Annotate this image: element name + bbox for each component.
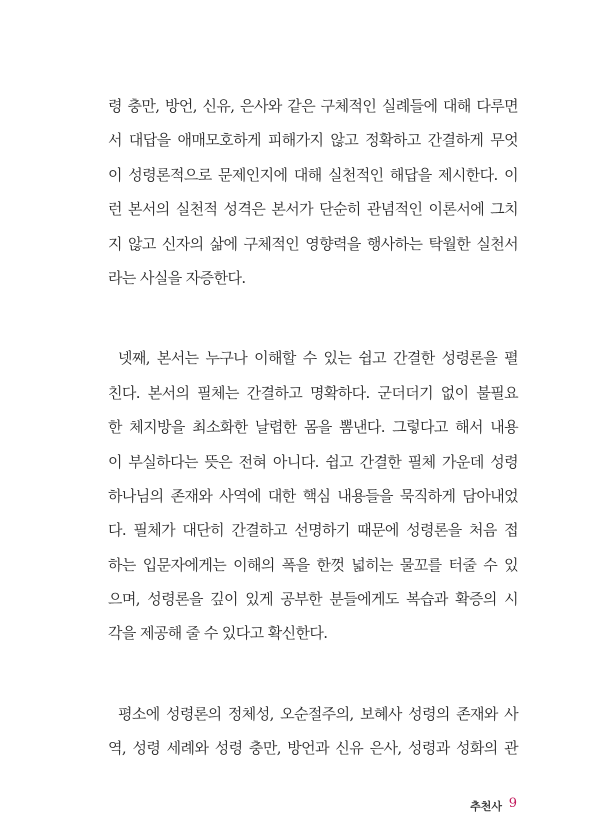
text-line: 지 않고 신자의 삶에 구체적인 영향력을 행사하는 탁월한 실천서 — [108, 234, 518, 253]
text-line: 이 성령론적으로 문제인지에 대해 실천적인 해답을 제시한다. 이 — [108, 165, 518, 184]
page-footer — [0, 796, 605, 816]
text-line: 평소에 성령론의 정체성, 오순절주의, 보혜사 성령의 존재와 사 — [118, 704, 518, 723]
text-line: 서 대답을 애매모호하게 피해가지 않고 정확하고 간결하게 무엇 — [108, 131, 518, 150]
text-line: 다. 필체가 대단히 간결하고 선명하기 때문에 성령론을 처음 접 — [108, 521, 518, 540]
running-footer-title: 추천사 — [470, 800, 502, 813]
text-line: 각을 제공해 줄 수 있다고 확신한다. — [108, 624, 328, 643]
text-line: 한 체지방을 최소화한 날렵한 몸을 뽐낸다. 그렇다고 해서 내용 — [108, 418, 518, 437]
paragraph-1 — [108, 89, 518, 295]
text-line: 친다. 본서의 필체는 간결하고 명확하다. 군더더기 없이 불필요 — [108, 383, 518, 402]
text-line: 으며, 성령론을 깊이 있게 공부한 분들에게도 복습과 확증의 시 — [108, 590, 518, 609]
text-line: 라는 사실을 자증한다. — [108, 268, 246, 287]
text-line: 런 본서의 실천적 성격은 본서가 단순히 관념적인 이론서에 그치 — [108, 200, 518, 219]
page-number: 9 — [508, 796, 517, 811]
paragraph-2 — [108, 341, 518, 651]
text-line: 넷째, 본서는 누구나 이해할 수 있는 쉽고 간결한 성령론을 펼 — [118, 349, 518, 368]
text-line: 이 부실하다는 뜻은 전혀 아니다. 쉽고 간결한 필체 가운데 성령 — [108, 452, 518, 471]
text-line: 령 충만, 방언, 신유, 은사와 같은 구체적인 실례들에 대해 다루면 — [108, 97, 518, 115]
paragraph-3 — [108, 697, 518, 766]
text-line: 하나님의 존재와 사역에 대한 핵심 내용들을 묵직하게 담아내었 — [108, 486, 518, 505]
page-body — [108, 89, 518, 812]
text-line: 역, 성령 세례와 성령 충만, 방언과 신유 은사, 성령과 성화의 관 — [108, 739, 518, 758]
text-line: 하는 입문자에게는 이해의 폭을 한껏 넓히는 물꼬를 터줄 수 있 — [108, 555, 518, 574]
